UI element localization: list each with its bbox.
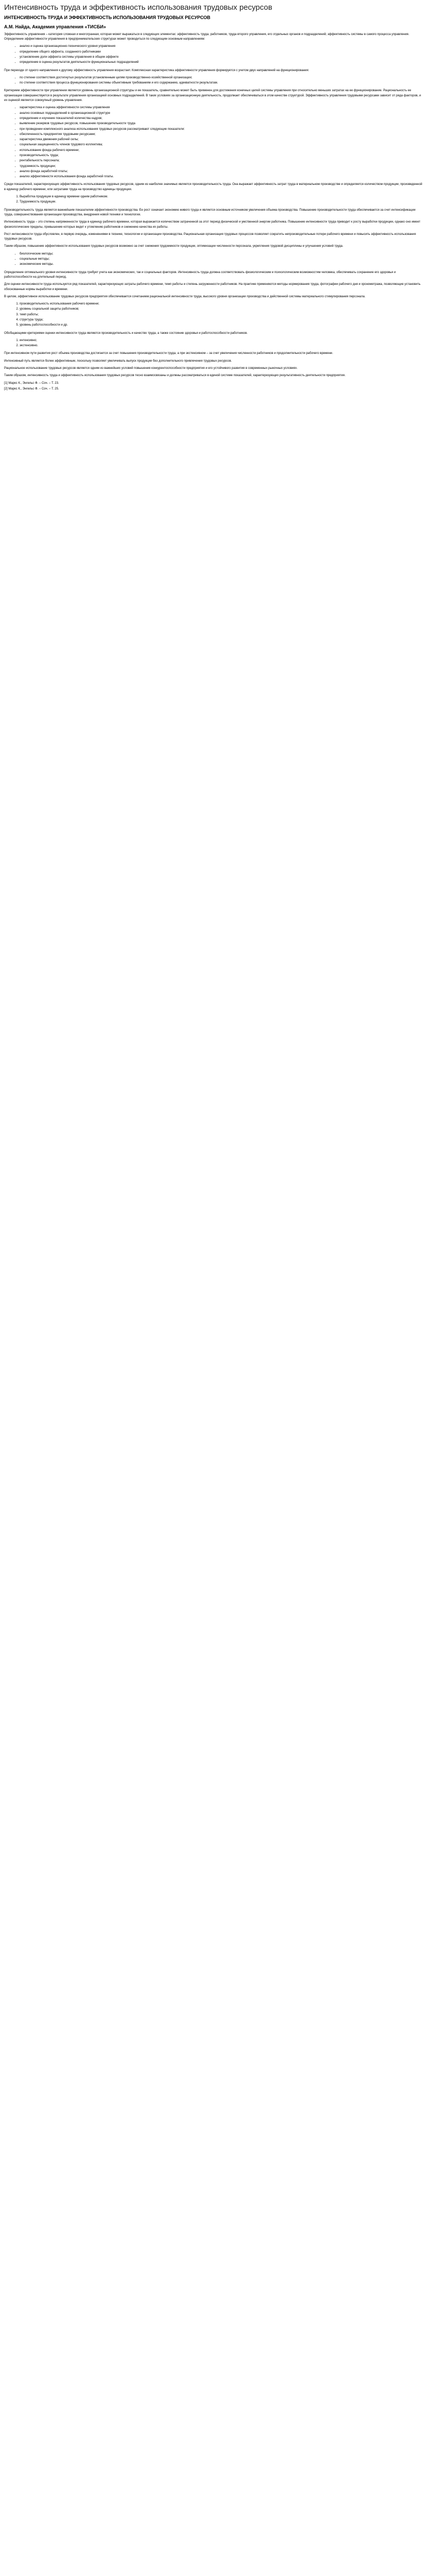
numbered-list <box>4 338 424 349</box>
list-item: • установление доли эффекта системы управления в общем эффекте <box>20 55 424 60</box>
list-item: • характеристика и оценка эффективности системы управления <box>20 106 424 110</box>
list-item: • анализ эффективности использования фонда заработной платы. <box>20 175 424 179</box>
list-item: 1. интенсивно; <box>20 338 424 343</box>
paragraph: Рост интенсивности труда обусловлен, в первую очередь, изменениями в технике, технологии и организации производства. Рациональная организация трудовых процессов позволяет сократить непроизводительные потери рабочего времени и повысить эффективность использования трудовых ресурсов. <box>4 232 416 241</box>
list-item: • использование фонда рабочего времени; <box>20 148 424 153</box>
list-item: • производительность труда; <box>20 154 424 158</box>
list-item: • характеристика движения рабочей силы; <box>20 138 424 142</box>
paragraph: Производительность труда является важнейшим показателем эффективности производства. Ее рост означает экономию живого труда и является основным источником увеличения объема производства. Повышение производительности труда обеспечивается за счет интенсификации труда, совершенствования организации производства, внедрения новой техники и технологии. <box>4 208 416 216</box>
list-item: • экономические методы. <box>20 262 424 267</box>
list-item: • определение общего эффекта, созданного работниками <box>20 50 424 55</box>
numbered-list <box>4 195 424 205</box>
list-item: • анализ основных подразделений в организационной структуре <box>20 111 424 116</box>
paragraph: Таким образом, повышение эффективности использования трудовых ресурсов возможно за счет снижения трудоемкости продукции, оптимизации численности персонала, укрепления трудовой дисциплины и улучшения условий труда. <box>4 245 343 248</box>
page-title: Интенсивность труда и эффективность использования трудовых ресурсов <box>4 3 272 12</box>
list-item: • рентабельность персонала; <box>20 159 424 163</box>
paragraph: Критерием эффективности при управлении является уровень организационной структуры и ее показатель, сравнительно может быть применен для достижения конечных целей системы управления при относительно меньших затратах на ее функционирование. Рациональность ее организации совершенствуется в результате управления организацией основных подразделений. В таких условиях за организационную деятельность, продолжает обеспечиваться в этом качестве структурой. Эффективность управления трудовыми ресурсами зависит от ряда факторов, и их оценкой является совокупный уровень управления. <box>4 89 421 103</box>
paragraph: Для оценки интенсивности труда используется ряд показателей, характеризующих затраты рабочего времени, темп работы и степень загруженности работников. На практике применяются методы нормирования труда, фотографии рабочего дня и хронометража, позволяющие установить обоснованные нормы выработки и времени. <box>4 283 421 291</box>
list-item: • выявление резервов трудовых ресурсов, повышение производительности труда <box>20 122 424 126</box>
references <box>4 381 424 392</box>
reference-item: [1] Маркс К., Энгельс Ф. – Соч. – Т. 23. <box>4 381 59 385</box>
list-item: 2. экстенсивно. <box>20 344 424 348</box>
list-item: 1. производительность использования рабочего времени; <box>20 302 424 307</box>
bullet-list <box>4 252 424 267</box>
article <box>0 0 428 396</box>
paragraph: При переходе от одного направления к другому эффективность управления возрастает. Комплексная характеристика эффективности управления формируется с учетом двух направлений на функционирования: <box>4 69 309 72</box>
paragraph: Эффективность управления – категория сложная и многогранная, которая может выражаться в следующих элементах: эффективность труда, работников, труда второго управления, его отдельных органов и подразделений; эффективность системы в самого процесса управления. Определение эффективности управления в предпринимательских структурах может проводиться по следующим основным направлениям: <box>4 32 410 41</box>
list-item: • определение в оценка результатов деятельности функциональных подразделений <box>20 60 424 65</box>
list-item: • социальные методы; <box>20 257 424 262</box>
paragraph: Таким образом, интенсивность труда и эффективность использования трудовых ресурсов тесно взаимосвязаны и должны рассматриваться в единой системе показателей, характеризующих результативность деятельности предприятия. <box>4 374 346 378</box>
list-item: • трудоемкость продукции; <box>20 164 424 169</box>
list-item: 2. Трудоемкость продукции. <box>20 200 424 205</box>
list-item: • социальная защищенность членов трудового коллектива; <box>20 143 424 147</box>
bullet-list <box>4 76 424 86</box>
author-line: А.М. Найда, Академия управления «ТИСБИ» <box>4 24 106 29</box>
list-item: • определение и изучение показателей количества кадров; <box>20 116 424 121</box>
list-item: 4. структура труда; <box>20 318 424 323</box>
paragraph: Определение оптимального уровня интенсивности труда требует учета как экономических, так и социальных факторов. Интенсивность труда должна соответствовать физиологическим и психологическим возможностям человека, обеспечивать сохранение его здоровья и работоспособности на длительный период. <box>4 270 396 279</box>
paragraph: Интенсивность труда – это степень напряженности труда в единицу рабочего времени, которая выражается количеством затраченной за этот период физической и умственной энергии работника. Повышение интенсивности труда приводит к росту выработки продукции, однако оно имеет физиологические пределы, превышение которых ведет к утомлению работников и снижению качества их работы. <box>4 221 421 229</box>
paragraph: При интенсивном пути развития рост объема производства достигается за счет повышения производительности труда, а при экстенсивном – за счет увеличения численности работников и продолжительности рабочего времени. <box>4 352 334 355</box>
list-item: • обеспеченность предприятия трудовыми ресурсами; <box>20 132 424 137</box>
bullet-list <box>4 106 424 179</box>
article-body <box>4 32 424 379</box>
list-item: • по степени соответствия достигнутых результатов установленным целям производственно-хозяйственной организации; <box>20 76 424 80</box>
paragraph: Обобщающими критериями оценки интенсивности труда являются производительность и качество труда, а также состояние здоровья и работоспособности работников. <box>4 331 248 335</box>
paragraph: Рациональное использование трудовых ресурсов является одним из важнейших условий повышения конкурентоспособности предприятия и его устойчивого развития в современных рыночных условиях. <box>4 367 298 370</box>
paragraph: В целом, эффективное использование трудовых ресурсов предприятия обеспечивается сочетанием рациональной интенсивности труда, высокого уровня организации производства и действенной системы материального стимулирования персонала. <box>4 295 365 298</box>
list-item: 2. уровень социальной защиты работников; <box>20 307 424 312</box>
article-heading: ИНТЕНСИВНОСТЬ ТРУДА И ЭФФЕКТИВНОСТЬ ИСПОЛЬЗОВАНИЯ ТРУДОВЫХ РЕСУРСОВ <box>4 14 211 20</box>
list-item: • при проведении комплексного анализа использования трудовых ресурсов рассматривают следующие показатели: <box>20 127 424 132</box>
list-item: • по степени соответствия процесса функционирования системы объективным требованиям и его содержанию, адекватности результатам. <box>20 81 424 86</box>
reference-item: [2] Маркс К., Энгельс Ф. – Соч. – Т. 25. <box>4 387 59 391</box>
list-item: • анализ фонда заработной платы; <box>20 170 424 174</box>
list-item: 1. Выработка продукции в единицу времени одним работником. <box>20 195 424 199</box>
list-item: • анализ и оценка организационно-технического уровня управления <box>20 44 424 49</box>
list-item: 3. темп работы; <box>20 313 424 317</box>
list-item: • биологические методы; <box>20 252 424 257</box>
paragraph: Интенсивный путь является более эффективным, поскольку позволяет увеличивать выпуск продукции без дополнительного привлечения трудовых ресурсов. <box>4 359 232 363</box>
numbered-list <box>4 302 424 328</box>
bullet-list <box>4 44 424 65</box>
paragraph: Среди показателей, характеризующих эффективность использования трудовых ресурсов, одним из наиболее значимых является производительность труда. Она выражает эффективность затрат труда в материальном производстве и определяется количеством продукции, произведенной в единицу рабочего времени, или затратами труда на производство единицы продукции. <box>4 183 423 191</box>
list-item: 5. уровень работоспособности и др. <box>20 323 424 328</box>
